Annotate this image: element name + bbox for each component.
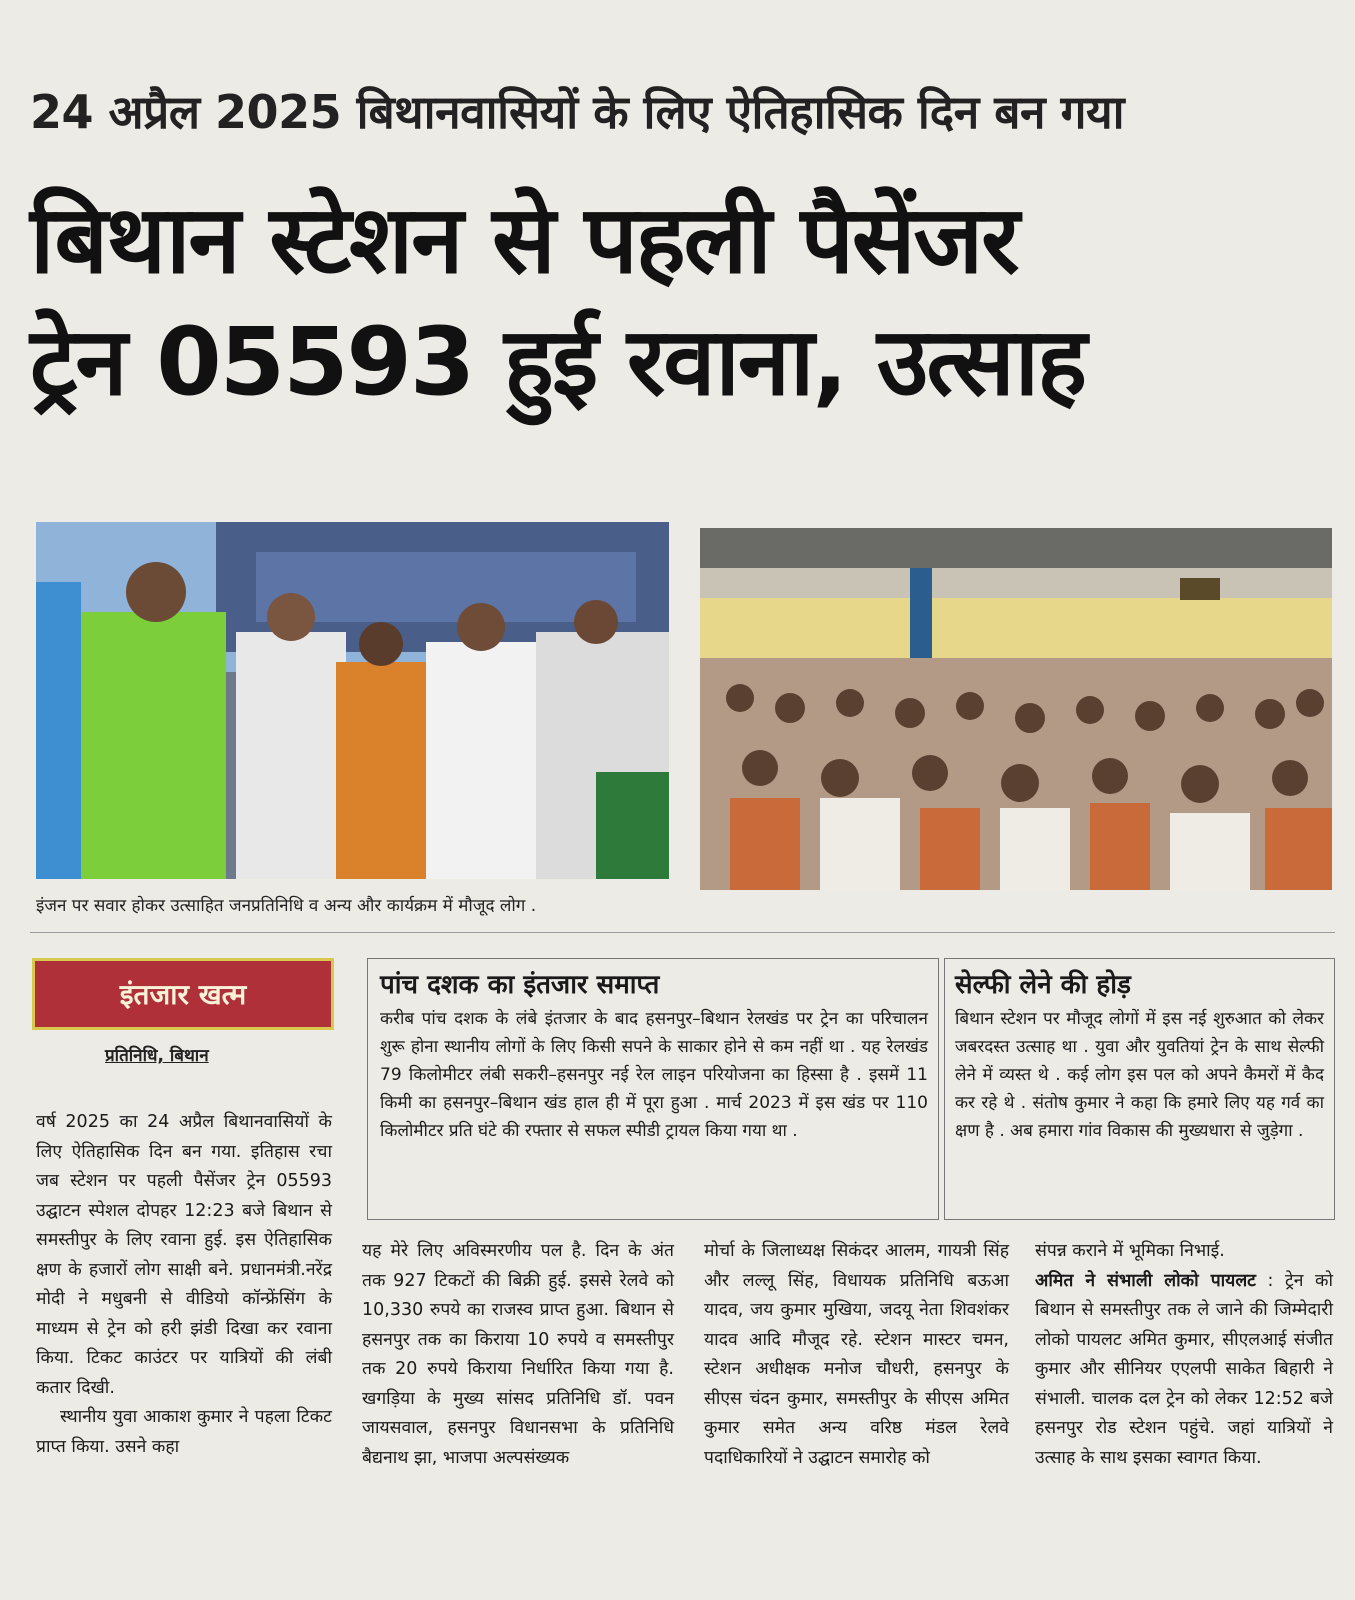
sidebar-box-wait-over xyxy=(367,958,939,1220)
article-paragraph: संपन्न कराने में भूमिका निभाई. xyxy=(1035,1241,1225,1261)
kicker-headline: 24 अप्रैल 2025 बिथानवासियों के लिए ऐतिहासिक दिन बन गया xyxy=(30,85,1125,139)
sidebar-box-text: करीब पांच दशक के लंबे इंतजार के बाद हसनपुर–बिथान रेलखंड पर ट्रेन का परिचालन शुरू होना स्थानीय लोगों के लिए किसी सपने के साकार होने से कम नहीं था . यह रेलखंड 79 किलोमीटर लंबी सकरी–हसनपुर नई रेल लाइन परियोजना का हिस्सा है . इसमें 11 किमी का हसनपुर–बिथान खंड हाल ही में पूरा हुआ . मार्च 2023 में इस खंड पर 110 किलोमीटर प्रति घंटे की रफ्तार से सफल स्पीडी ट्रायल किया गया था . xyxy=(380,1009,928,1141)
article-column-3 xyxy=(704,1237,1009,1473)
photo-caption: इंजन पर सवार होकर उत्साहित जनप्रतिनिधि व अन्य और कार्यक्रम में मौजूद लोग . xyxy=(36,896,537,916)
article-paragraph: मोर्चा के जिलाध्यक्ष सिकंदर आलम, गायत्री सिंह और लल्लू सिंह, विधायक प्रतिनिधि बऊआ यादव, जय कुमार मुखिया, जदयू नेता शिवशंकर यादव आदि मौजूद रहे. स्टेशन मास्टर चमन, स्टेशन अधीक्षक मनोज चौधरी, हसनपुर के सीएस चंदन कुमार, समस्तीपुर के सीएस अमित कुमार समेत अन्य वरिष्ठ मंडल रेलवे पदाधिकारियों ने उद्घाटन समारोह को xyxy=(704,1241,1009,1468)
inline-text: : ट्रेन को बिथान से समस्तीपुर तक ले जाने की जिम्मेदारी लोको पायलट अमित कुमार, सीएलआई संजीत कुमार और सीनियर एएलपी साकेत बिहारी ने संभाली. चालक दल ट्रेन को लेकर 12:52 बजे हसनपुर रोड स्टेशन पहुंचे. जहां यात्रियों ने उत्साह के साथ इसका स्वागत किया. xyxy=(1035,1270,1333,1468)
sidebar-box-text: बिथान स्टेशन पर मौजूद लोगों में इस नई शुरुआत को लेकर जबरदस्त उत्साह था . युवा और युवतियां ट्रेन के साथ सेल्फी लेने में व्यस्त थे . कई लोग इस पल को अपने कैमरों में कैद कर रहे थे . संतोष कुमार ने कहा कि हमारे लिए यह गर्व का क्षण है . अब हमारा गांव विकास की मुख्यधारा से जुड़ेगा . xyxy=(955,1009,1324,1141)
headline-line-1: बिथान स्टेशन से पहली पैसेंजर xyxy=(30,186,1018,295)
byline: प्रतिनिधि, बिथान xyxy=(105,1046,209,1066)
photo-engine-crowd xyxy=(36,522,669,879)
headline-line-2: ट्रेन 05593 हुई रवाना, उत्साह xyxy=(30,308,1086,417)
sidebar-box-selfie xyxy=(944,958,1335,1220)
sidebar-box-title: सेल्फी लेने की होड़ xyxy=(955,970,1131,1000)
photo-station-crowd xyxy=(700,528,1332,890)
article-paragraph: वर्ष 2025 का 24 अप्रैल बिथानवासियों के लिए ऐतिहासिक दिन बन गया. इतिहास रचा जब स्टेशन पर पहली पैसेंजर ट्रेन 05593 उद्घाटन स्पेशल दोपहर 12:23 बजे बिथान से समस्तीपुर के लिए रवाना हुई. इस ऐतिहासिक क्षण के हजारों लोग साक्षी बने. प्रधानमंत्री.नरेंद्र मोदी ने मधुबनी से वीडियो कॉन्फ्रेंसिंग के माध्यम से ट्रेन को हरी झंडी दिखा कर रवाना किया. टिकट काउंटर पर यात्रियों की लंबी कतार दिखी. xyxy=(36,1112,332,1398)
article-column-4 xyxy=(1035,1237,1333,1473)
article-column-2 xyxy=(362,1237,674,1473)
divider-line xyxy=(30,932,1335,933)
article-column-1 xyxy=(36,1108,332,1462)
article-paragraph: यह मेरे लिए अविस्मरणीय पल है. दिन के अंत तक 927 टिकटों की बिक्री हुई. इससे रेलवे को 10,330 रुपये का राजस्व प्राप्त हुआ. बिथान से हसनपुर तक का किराया 10 रुपये व समस्तीपुर तक 20 रुपये किराया निर्धारित किया गया है. खगड़िया के मुख्य सांसद प्रतिनिधि डॉ. पवन जायसवाल, हसनपुर विधानसभा के प्रतिनिधि बैद्यनाथ झा, भाजपा अल्पसंख्यक xyxy=(362,1241,674,1468)
inline-subhead: अमित ने संभाली लोको पायलट xyxy=(1035,1270,1257,1291)
section-tag xyxy=(32,958,334,1030)
article-paragraph: स्थानीय युवा आकाश कुमार ने पहला टिकट प्राप्त किया. उसने कहा xyxy=(36,1407,332,1457)
main-headline xyxy=(30,180,1330,424)
article-paragraph xyxy=(1035,1267,1333,1474)
section-tag-label: इंतजार खत्म xyxy=(119,978,247,1011)
sidebar-box-title: पांच दशक का इंतजार समाप्त xyxy=(380,970,660,1000)
